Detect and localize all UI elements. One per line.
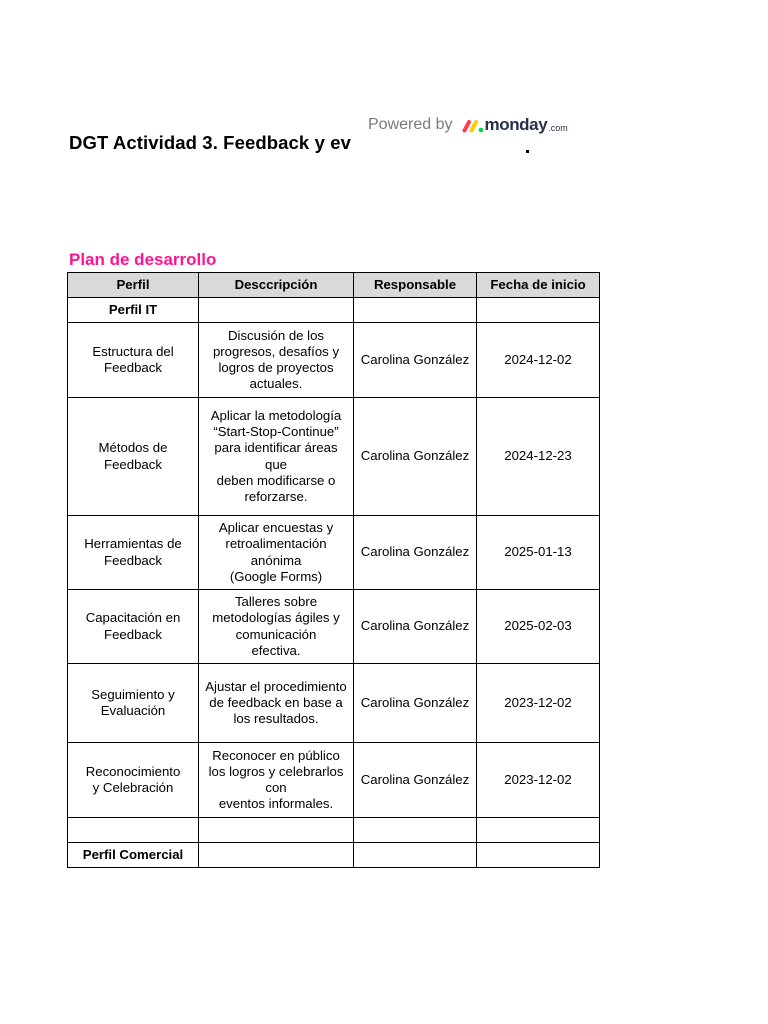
title-trailing-dot (526, 150, 529, 153)
empty-cell (477, 843, 600, 868)
table-row (68, 323, 600, 398)
cell-fecha: 2024-12-23 (477, 398, 600, 516)
empty-cell (477, 818, 600, 843)
cell-fecha: 2025-01-13 (477, 516, 600, 590)
group-row-perfil-comercial (68, 843, 600, 868)
powered-by-label: Powered by (368, 116, 453, 133)
table-header-row (68, 273, 600, 298)
empty-cell (68, 818, 199, 843)
header-descripcion: Desccripción (199, 273, 354, 298)
cell-descripcion: Aplicar encuestas y retroalimentación anónima (Google Forms) (199, 516, 354, 590)
development-plan-table (67, 272, 600, 868)
group-label: Perfil IT (68, 298, 199, 323)
cell-responsable: Carolina González (354, 664, 477, 743)
cell-descripcion: Reconocer en público los logros y celebrarlos con eventos informales. (199, 743, 354, 818)
cell-perfil: Herramientas de Feedback (68, 516, 199, 590)
table-row (68, 590, 600, 664)
empty-cell (199, 843, 354, 868)
empty-row (68, 818, 600, 843)
monday-logo-icon (462, 119, 484, 133)
empty-cell (354, 818, 477, 843)
cell-fecha: 2025-02-03 (477, 590, 600, 664)
monday-brand: monday (484, 115, 548, 134)
table-row (68, 516, 600, 590)
cell-descripcion: Talleres sobre metodologías ágiles y comunicación efectiva. (199, 590, 354, 664)
cell-fecha: 2023-12-02 (477, 743, 600, 818)
empty-cell (477, 298, 600, 323)
cell-responsable: Carolina González (354, 398, 477, 516)
cell-perfil: Reconocimiento y Celebración (68, 743, 199, 818)
monday-brand-suffix: .com (548, 123, 568, 133)
cell-fecha: 2024-12-02 (477, 323, 600, 398)
table-row (68, 398, 600, 516)
cell-responsable: Carolina González (354, 323, 477, 398)
group-row-perfil-it (68, 298, 600, 323)
cell-descripcion: Discusión de los progresos, desafíos y logros de proyectos actuales. (199, 323, 354, 398)
header-perfil: Perfil (68, 273, 199, 298)
empty-cell (354, 298, 477, 323)
empty-cell (354, 843, 477, 868)
cell-responsable: Carolina González (354, 743, 477, 818)
table-row (68, 743, 600, 818)
empty-cell (199, 818, 354, 843)
cell-responsable: Carolina González (354, 516, 477, 590)
group-label: Perfil Comercial (68, 843, 199, 868)
section-title: Plan de desarrollo (69, 250, 217, 269)
table-row (68, 664, 600, 743)
cell-perfil: Métodos de Feedback (68, 398, 199, 516)
cell-descripcion: Ajustar el procedimiento de feedback en base a los resultados. (199, 664, 354, 743)
powered-by-badge[interactable] (352, 97, 572, 153)
cell-perfil: Estructura del Feedback (68, 323, 199, 398)
cell-responsable: Carolina González (354, 590, 477, 664)
cell-descripcion: Aplicar la metodología “Start-Stop-Continue” para identificar áreas que deben modificarse o reforzarse. (199, 398, 354, 516)
document-title: DGT Actividad 3. Feedback y ev (69, 132, 351, 153)
cell-perfil: Capacitación en Feedback (68, 590, 199, 664)
cell-perfil: Seguimiento y Evaluación (68, 664, 199, 743)
header-fecha-inicio: Fecha de inicio (477, 273, 600, 298)
empty-cell (199, 298, 354, 323)
cell-fecha: 2023-12-02 (477, 664, 600, 743)
header-responsable: Responsable (354, 273, 477, 298)
